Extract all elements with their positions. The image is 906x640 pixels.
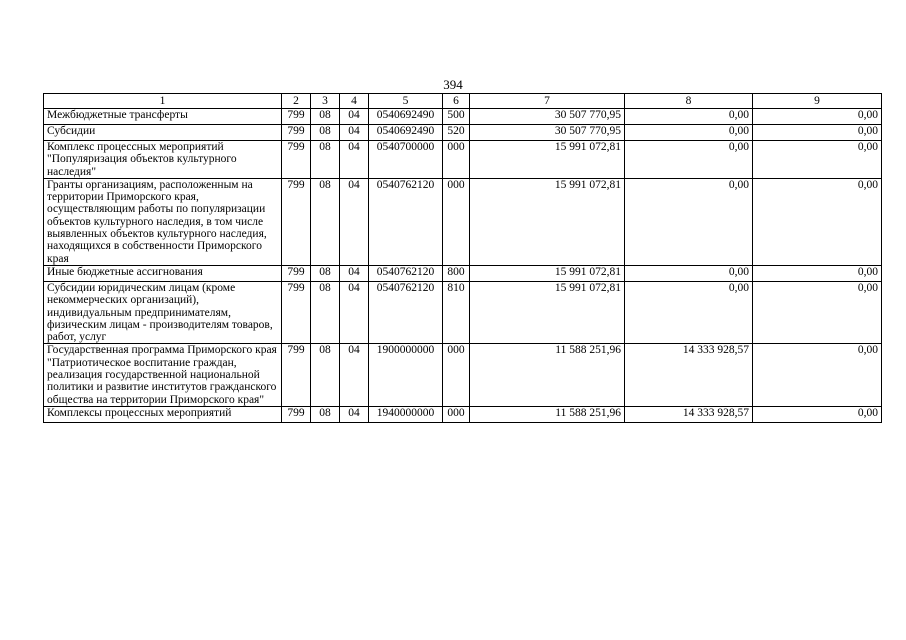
row-name: Межбюджетные трансферты [44, 109, 282, 125]
code-target: 0540692490 [369, 109, 443, 125]
row-name: Субсидии [44, 125, 282, 141]
amount-col7: 15 991 072,81 [470, 265, 625, 281]
code-ministry: 799 [282, 281, 311, 343]
column-header: 7 [470, 94, 625, 109]
column-header: 9 [753, 94, 882, 109]
table-row [44, 141, 882, 179]
code-section: 08 [311, 406, 340, 422]
amount-col7: 15 991 072,81 [470, 281, 625, 343]
code-expense-type: 810 [443, 281, 470, 343]
code-expense-type: 000 [443, 178, 470, 265]
amount-col8: 14 333 928,57 [625, 406, 753, 422]
code-expense-type: 000 [443, 141, 470, 179]
code-section: 08 [311, 281, 340, 343]
amount-col7: 11 588 251,96 [470, 406, 625, 422]
amount-col7: 30 507 770,95 [470, 125, 625, 141]
amount-col8: 0,00 [625, 109, 753, 125]
column-header: 5 [369, 94, 443, 109]
code-section: 08 [311, 178, 340, 265]
table-row [44, 109, 882, 125]
code-target: 1900000000 [369, 344, 443, 406]
amount-col9: 0,00 [753, 406, 882, 422]
code-target: 0540762120 [369, 281, 443, 343]
code-expense-type: 000 [443, 406, 470, 422]
row-name: Иные бюджетные ассигнования [44, 265, 282, 281]
column-header: 4 [340, 94, 369, 109]
code-section: 08 [311, 125, 340, 141]
column-header: 8 [625, 94, 753, 109]
amount-col7: 15 991 072,81 [470, 178, 625, 265]
amount-col8: 0,00 [625, 265, 753, 281]
amount-col8: 14 333 928,57 [625, 344, 753, 406]
row-name: Комплекс процессных мероприятий "Популяризация объектов культурного наследия" [44, 141, 282, 179]
row-name: Субсидии юридическим лицам (кроме некоммерческих организаций), индивидуальным предпринимателям, физическим лицам - производителям товаров, работ, услуг [44, 281, 282, 343]
code-subsection: 04 [340, 178, 369, 265]
code-target: 1940000000 [369, 406, 443, 422]
code-ministry: 799 [282, 344, 311, 406]
amount-col7: 11 588 251,96 [470, 344, 625, 406]
code-subsection: 04 [340, 344, 369, 406]
code-expense-type: 500 [443, 109, 470, 125]
code-section: 08 [311, 141, 340, 179]
amount-col9: 0,00 [753, 281, 882, 343]
table-row [44, 178, 882, 265]
amount-col9: 0,00 [753, 178, 882, 265]
code-expense-type: 800 [443, 265, 470, 281]
amount-col8: 0,00 [625, 281, 753, 343]
table-header-row [44, 94, 882, 109]
code-target: 0540700000 [369, 141, 443, 179]
table-row [44, 406, 882, 422]
row-name: Комплексы процессных мероприятий [44, 406, 282, 422]
code-section: 08 [311, 109, 340, 125]
amount-col9: 0,00 [753, 109, 882, 125]
code-ministry: 799 [282, 109, 311, 125]
amount-col8: 0,00 [625, 125, 753, 141]
amount-col7: 30 507 770,95 [470, 109, 625, 125]
amount-col9: 0,00 [753, 344, 882, 406]
row-name: Гранты организациям, расположенным на территории Приморского края, осуществляющим работы по популяризации объектов культурного наследия, в том числе выявленных объектов культурного наследия, находящихся в собственности Приморского края [44, 178, 282, 265]
table-row [44, 281, 882, 343]
code-target: 0540762120 [369, 178, 443, 265]
code-subsection: 04 [340, 406, 369, 422]
code-section: 08 [311, 344, 340, 406]
code-target: 0540762120 [369, 265, 443, 281]
column-header: 3 [311, 94, 340, 109]
table-row [44, 125, 882, 141]
amount-col9: 0,00 [753, 265, 882, 281]
code-subsection: 04 [340, 265, 369, 281]
code-subsection: 04 [340, 125, 369, 141]
table-row [44, 265, 882, 281]
amount-col9: 0,00 [753, 125, 882, 141]
code-subsection: 04 [340, 281, 369, 343]
column-header: 6 [443, 94, 470, 109]
code-subsection: 04 [340, 109, 369, 125]
amount-col9: 0,00 [753, 141, 882, 179]
code-subsection: 04 [340, 141, 369, 179]
column-header: 1 [44, 94, 282, 109]
code-section: 08 [311, 265, 340, 281]
code-ministry: 799 [282, 125, 311, 141]
column-header: 2 [282, 94, 311, 109]
code-expense-type: 520 [443, 125, 470, 141]
code-expense-type: 000 [443, 344, 470, 406]
table-row [44, 344, 882, 406]
amount-col8: 0,00 [625, 178, 753, 265]
page-number: 394 [443, 77, 463, 92]
row-name: Государственная программа Приморского края "Патриотическое воспитание граждан, реализация государственной национальной политики и развитие институтов гражданского общества на территории Приморского края" [44, 344, 282, 406]
budget-table [43, 93, 882, 423]
code-ministry: 799 [282, 265, 311, 281]
amount-col7: 15 991 072,81 [470, 141, 625, 179]
code-ministry: 799 [282, 178, 311, 265]
code-ministry: 799 [282, 141, 311, 179]
code-ministry: 799 [282, 406, 311, 422]
code-target: 0540692490 [369, 125, 443, 141]
amount-col8: 0,00 [625, 141, 753, 179]
